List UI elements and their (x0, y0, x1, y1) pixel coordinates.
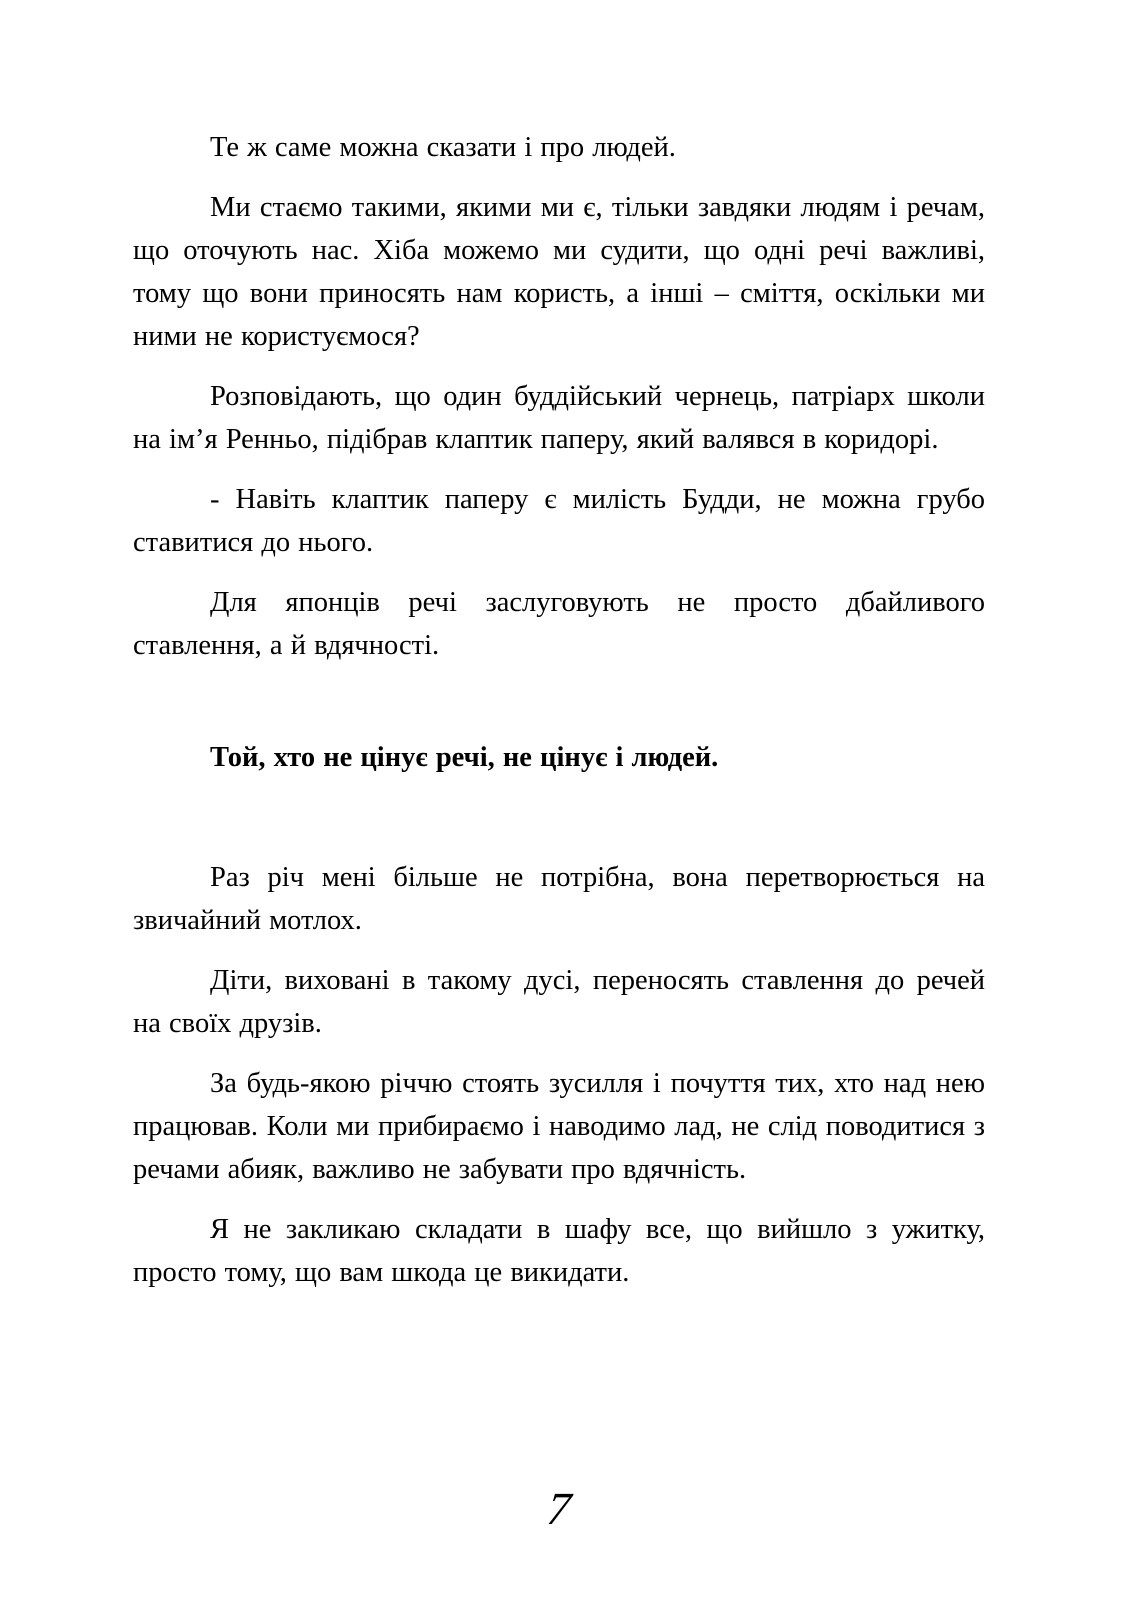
paragraph: - Навіть клаптик паперу є милість Будди, не можна грубо ставитися до нього. (133, 484, 985, 558)
paragraph: Те ж саме можна сказати і про людей. (210, 132, 676, 163)
paragraph: За будь-якою річчю стоять зусилля і почуття тих, хто над нею працював. Коли ми прибираємо і наводимо лад, не слід поводитися з речами абияк, важливо не забувати про вдячність. (133, 1068, 985, 1185)
paragraph: Ми стаємо такими, якими ми є, тільки завдяки людям і речам, що оточують нас. Хіба можемо ми судити, що одні речі важливі, тому що вони приносять нам користь, а інші – сміття, оскільки ми ними не користуємося? (133, 192, 985, 352)
page-number: 7 (544, 1483, 574, 1534)
paragraph: Раз річ мені більше не потрібна, вона перетворюється на звичайний мотлох. (133, 862, 985, 936)
paragraph: Я не закликаю складати в шафу все, що вийшло з ужитку, просто тому, що вам шкода це викидати. (133, 1214, 985, 1288)
text-block (133, 126, 985, 1311)
paragraph: Розповідають, що один буддійський чернець, патріарх школи на ім’я Ренньо, підібрав клаптик паперу, який валявся в коридорі. (133, 381, 985, 455)
key-statement-heading: Той, хто не цінує речі, не цінує і людей. (210, 742, 719, 773)
paragraph: Для японців речі заслуговують не просто дбайливого ставлення, а й вдячності. (133, 587, 985, 661)
paragraph: Діти, виховані в такому дусі, переносять ставлення до речей на своїх друзів. (133, 965, 985, 1039)
